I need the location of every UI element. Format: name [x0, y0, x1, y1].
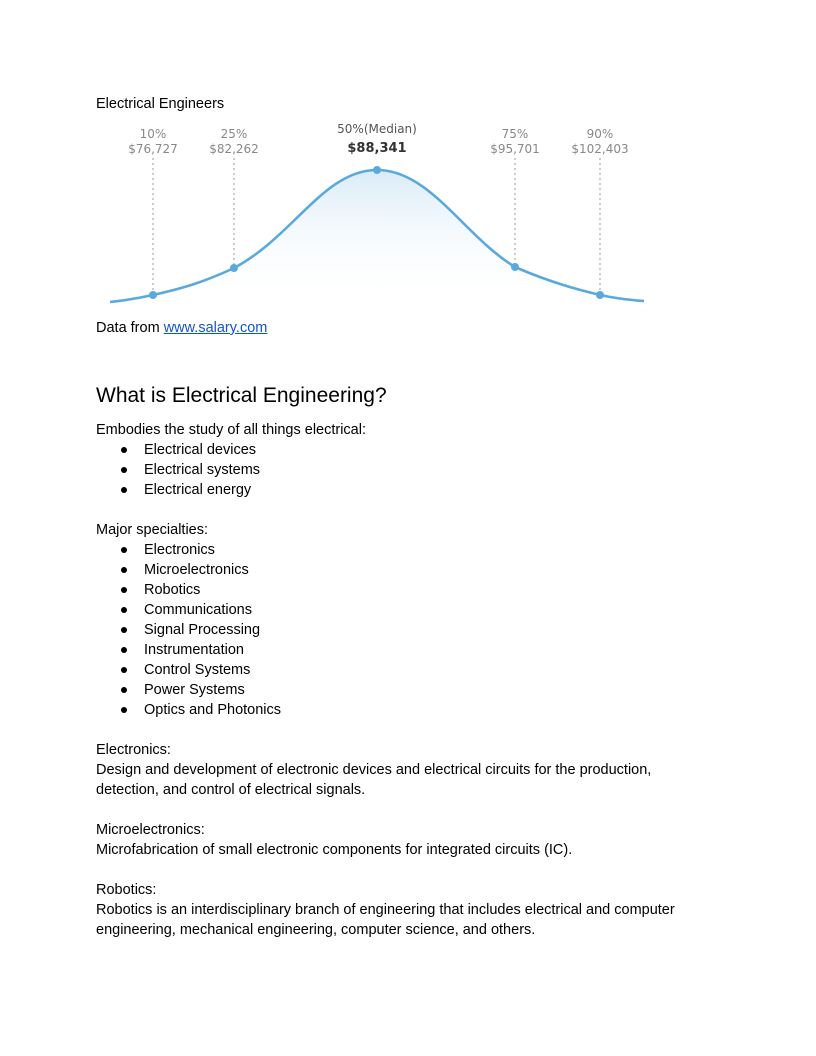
label-p10-value: $76,727	[128, 142, 178, 156]
list-item: Robotics	[96, 580, 281, 600]
section-title-robotics: Robotics:	[96, 882, 157, 898]
section-body-electronics: Design and development of electronic devices and electrical circuits for the production, detection, and control of electrical signals.	[96, 762, 652, 798]
section-body-robotics: Robotics is an interdisciplinary branch of engineering that includes electrical and computer engineering, mechanical engineering, computer science, and others.	[96, 902, 675, 938]
intro-list	[96, 440, 260, 500]
page-heading: What is Electrical Engineering?	[96, 384, 387, 407]
label-p90-value: $102,403	[571, 142, 629, 156]
point-p75	[511, 263, 519, 271]
chart-title: Electrical Engineers	[96, 96, 225, 112]
section-title-microelectronics: Microelectronics:	[96, 822, 205, 838]
label-p90-pct: 90%	[586, 127, 614, 141]
label-p75-pct: 75%	[501, 127, 529, 141]
label-p75-value: $95,701	[490, 142, 540, 156]
salary-distribution-chart	[104, 116, 652, 314]
point-p50	[373, 166, 381, 174]
label-p25-value: $82,262	[209, 142, 259, 156]
specialties-list	[96, 540, 281, 720]
list-item: Microelectronics	[96, 560, 281, 580]
credit-prefix: Data from	[96, 320, 164, 336]
list-item: Signal Processing	[96, 620, 281, 640]
label-p50-value: $88,341	[347, 141, 407, 156]
point-p25	[230, 264, 238, 272]
list-item: Communications	[96, 600, 281, 620]
label-p50-pct: 50%(Median)	[337, 122, 417, 136]
list-item: Control Systems	[96, 660, 281, 680]
point-p10	[149, 291, 157, 299]
list-item: Electrical systems	[96, 460, 260, 480]
label-p10-pct: 10%	[139, 127, 167, 141]
list-item: Optics and Photonics	[96, 700, 281, 720]
list-item: Electrical energy	[96, 480, 260, 500]
specialties-lead: Major specialties:	[96, 522, 209, 538]
list-item: Electronics	[96, 540, 281, 560]
salary-link[interactable]: www.salary.com	[163, 320, 268, 336]
point-p90	[596, 291, 604, 299]
list-item: Instrumentation	[96, 640, 281, 660]
intro-lead: Embodies the study of all things electrical:	[96, 422, 366, 438]
list-item: Electrical devices	[96, 440, 260, 460]
section-body-microelectronics: Microfabrication of small electronic components for integrated circuits (IC).	[96, 842, 573, 858]
list-item: Power Systems	[96, 680, 281, 700]
data-credit	[96, 320, 267, 336]
label-p25-pct: 25%	[220, 127, 248, 141]
section-title-electronics: Electronics:	[96, 742, 171, 758]
